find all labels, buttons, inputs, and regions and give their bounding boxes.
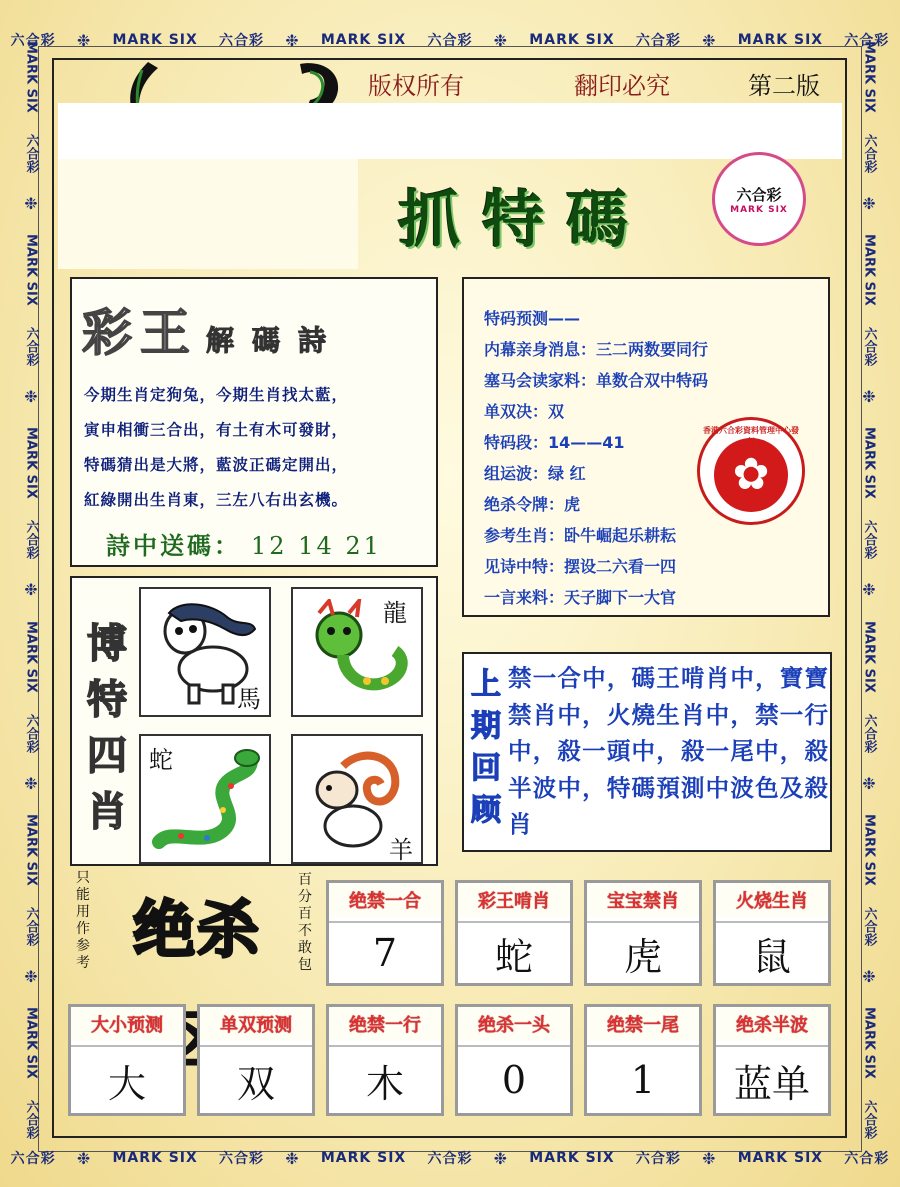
brand-en-text: MARK SIX bbox=[320, 1150, 407, 1166]
poem-lines bbox=[84, 377, 430, 517]
brand-cn-text: 六合彩 bbox=[861, 133, 877, 173]
brand-cn-text: 六合彩 bbox=[219, 1151, 265, 1167]
prediction-list bbox=[484, 303, 708, 613]
zodiac-card-horse bbox=[139, 587, 271, 717]
flower-icon: ❉ bbox=[24, 193, 38, 213]
brand-cn-text: 六合彩 bbox=[23, 713, 39, 753]
flower-icon: ❉ bbox=[862, 387, 876, 407]
brand-en-text: MARK SIX bbox=[23, 814, 39, 886]
zodiac-title bbox=[84, 616, 130, 840]
kill-cell-header-text: 绝禁一行 bbox=[349, 1015, 421, 1036]
note-char: 参 bbox=[76, 938, 90, 954]
last-issue-text: 禁一合中，碼王啃肖中，寶寶禁肖中，火燒生肖中，禁一行中，殺一頭中，殺一尾中，殺半波中，特碼預測中波色及殺肖 bbox=[508, 664, 828, 838]
zodiac-title-char: 博 bbox=[87, 620, 127, 667]
brand-cn-text: 六合彩 bbox=[23, 326, 39, 366]
prediction-row: 单双决：双 bbox=[484, 402, 565, 421]
kill-cell-header-text: 大小预测 bbox=[91, 1015, 163, 1036]
brand-en-text: MARK SIX bbox=[861, 40, 877, 113]
prediction-row: 见诗中特：摆设二六看一四 bbox=[484, 557, 677, 576]
border-strip-bottom bbox=[0, 1143, 900, 1173]
page-title: 抓特碼 bbox=[398, 183, 651, 256]
brand-cn-text: 六合彩 bbox=[861, 907, 877, 947]
prediction-panel bbox=[462, 277, 830, 617]
brand-en-text: MARK SIX bbox=[23, 40, 39, 113]
brand-en-text: MARK SIX bbox=[737, 32, 824, 48]
note-char: 考 bbox=[76, 955, 90, 971]
prediction-row: 绝杀令牌：虎 bbox=[484, 495, 581, 514]
brand-en-text: MARK SIX bbox=[529, 32, 615, 48]
guarantee-note bbox=[296, 872, 314, 974]
prediction-row: 特码段：14——41 bbox=[484, 433, 625, 452]
brand-en-text: MARK SIX bbox=[23, 1007, 39, 1080]
flower-icon: ❉ bbox=[24, 387, 38, 407]
kill-zone-title: 绝杀 bbox=[132, 893, 261, 966]
edition-label: 第二版 bbox=[748, 72, 820, 100]
header-cover-panel bbox=[58, 159, 358, 269]
kill-cell bbox=[713, 880, 831, 986]
brand-cn-text: 六合彩 bbox=[427, 33, 473, 49]
flower-icon: ❉ bbox=[862, 967, 876, 987]
poem-line: 特碼猜出是大將，藍波正碼定開出， bbox=[84, 455, 349, 474]
last-issue-label-char: 期 bbox=[471, 709, 501, 744]
brand-en-text: MARK SIX bbox=[23, 233, 39, 306]
kill-cell-header bbox=[716, 1007, 828, 1041]
flower-icon: ❉ bbox=[702, 30, 717, 50]
flower-icon: ❉ bbox=[24, 773, 38, 793]
brand-en-text: MARK SIX bbox=[861, 814, 877, 886]
note-char: 用 bbox=[76, 904, 90, 920]
kill-cell bbox=[197, 1004, 315, 1116]
kill-cell bbox=[584, 1004, 702, 1116]
kill-cell-header-text: 绝禁一合 bbox=[349, 891, 421, 912]
brand-cn-text: 六合彩 bbox=[861, 326, 877, 366]
prediction-row: 塞马会读家料：单数合双中特码 bbox=[484, 371, 709, 390]
seal-text: 香港六合彩資料管理中心發行 bbox=[703, 426, 799, 446]
kill-cell-header bbox=[200, 1007, 312, 1041]
brand-cn-text: 六合彩 bbox=[23, 1100, 39, 1140]
kill-cell-header-text: 单双预测 bbox=[220, 1015, 292, 1036]
brand-en-text: MARK SIX bbox=[112, 1150, 198, 1166]
prediction-row: 一言来料：天子脚下一大官 bbox=[484, 588, 677, 607]
zodiac-title-char: 特 bbox=[87, 676, 127, 723]
brand-cn-text: 六合彩 bbox=[861, 713, 877, 753]
prediction-row: 组运波：绿 红 bbox=[484, 464, 586, 483]
poem-title bbox=[82, 293, 344, 365]
poem-line: 今期生肖定狗兔，今期生肖找太藍， bbox=[84, 385, 349, 404]
header-white-band bbox=[58, 103, 842, 159]
brand-en-text: MARK SIX bbox=[320, 32, 407, 48]
brand-cn-text: 六合彩 bbox=[844, 1151, 890, 1167]
reference-note bbox=[74, 870, 92, 972]
kill-cell-value: 蓝单 bbox=[716, 1045, 828, 1113]
kill-cell-value: 蛇 bbox=[458, 921, 570, 983]
kill-cell bbox=[326, 1004, 444, 1116]
zodiac-label: 馬 bbox=[237, 685, 261, 713]
kill-cell-header bbox=[329, 1007, 441, 1041]
note-char: 包 bbox=[298, 957, 312, 973]
note-char: 百 bbox=[298, 872, 312, 888]
badge-en-text: MARK SIX bbox=[730, 204, 788, 215]
flower-icon: ❉ bbox=[76, 1148, 92, 1168]
zodiac-title-char: 肖 bbox=[87, 788, 127, 835]
kill-cell-header-text: 彩王啃肖 bbox=[478, 891, 550, 912]
kill-cell bbox=[584, 880, 702, 986]
border-strip-left bbox=[18, 30, 44, 1150]
poem-line: 紅綠開出生肖東，三左八右出玄機。 bbox=[84, 490, 349, 509]
kill-cell-header-text: 火烧生肖 bbox=[736, 891, 808, 912]
brand-cn-text: 六合彩 bbox=[10, 1151, 56, 1167]
kill-cell bbox=[455, 1004, 573, 1116]
brand-cn-text: 六合彩 bbox=[23, 907, 39, 947]
kill-cell bbox=[455, 880, 573, 986]
brand-cn-text: 六合彩 bbox=[635, 33, 681, 49]
official-seal bbox=[697, 417, 805, 525]
note-char: 百 bbox=[298, 906, 312, 922]
prediction-row: 特码预测—— bbox=[484, 309, 581, 328]
poem-panel bbox=[70, 277, 438, 567]
brand-en-text: MARK SIX bbox=[112, 32, 198, 48]
bauhinia-icon: ✿ bbox=[714, 438, 788, 512]
note-char: 分 bbox=[298, 889, 312, 905]
copyright-text: 版权所有 bbox=[368, 72, 464, 100]
flower-icon: ❉ bbox=[862, 773, 876, 793]
zodiac-label: 羊 bbox=[389, 836, 413, 864]
kill-cell-value: 鼠 bbox=[716, 921, 828, 983]
border-strip-top bbox=[0, 25, 900, 55]
flower-icon: ❉ bbox=[493, 1148, 509, 1168]
kill-cell-header bbox=[587, 1007, 699, 1041]
brand-en-text: MARK SIX bbox=[529, 1150, 615, 1166]
kill-cell-header bbox=[458, 883, 570, 917]
brand-en-text: MARK SIX bbox=[23, 427, 39, 500]
prediction-row: 参考生肖：卧牛崛起乐耕耘 bbox=[484, 526, 677, 545]
kill-cell-value: 双 bbox=[200, 1045, 312, 1113]
kill-cell-header bbox=[329, 883, 441, 917]
note-char: 能 bbox=[76, 887, 90, 903]
kill-cell-value: 0 bbox=[458, 1045, 570, 1113]
note-char: 作 bbox=[76, 921, 90, 937]
last-issue-panel bbox=[462, 652, 832, 852]
flower-icon: ❉ bbox=[862, 580, 876, 600]
zodiac-title-char: 四 bbox=[87, 732, 127, 779]
kill-cell bbox=[68, 1004, 186, 1116]
brand-en-text: MARK SIX bbox=[737, 1150, 824, 1166]
brand-en-text: MARK SIX bbox=[23, 620, 39, 693]
gift-numbers: 12 14 21 bbox=[251, 532, 382, 560]
last-issue-label-char: 顾 bbox=[471, 793, 501, 828]
kill-cell-value: 1 bbox=[587, 1045, 699, 1113]
poem-title-big: 彩王 bbox=[82, 303, 198, 362]
flower-icon: ❉ bbox=[285, 1148, 300, 1168]
kill-cell-header-text: 绝杀半波 bbox=[736, 1015, 808, 1036]
kill-cell-header bbox=[71, 1007, 183, 1041]
brand-en-text: MARK SIX bbox=[861, 620, 877, 693]
flower-icon: ❉ bbox=[285, 30, 300, 50]
last-issue-label-char: 回 bbox=[471, 751, 501, 786]
kill-cell-value: 7 bbox=[329, 921, 441, 983]
brand-cn-text: 六合彩 bbox=[635, 1151, 681, 1167]
flower-icon: ❉ bbox=[76, 30, 92, 50]
flower-icon: ❉ bbox=[24, 580, 38, 600]
kill-cell-value: 虎 bbox=[587, 921, 699, 983]
kill-cell-value: 大 bbox=[71, 1045, 183, 1113]
poem-gift-numbers bbox=[106, 526, 382, 561]
brand-en-text: MARK SIX bbox=[861, 233, 877, 306]
gift-label: 詩中送碼： bbox=[106, 531, 241, 560]
zodiac-card-snake bbox=[139, 734, 271, 864]
note-char: 只 bbox=[76, 870, 90, 886]
mark-six-badge bbox=[712, 152, 806, 246]
flower-icon: ❉ bbox=[702, 1148, 717, 1168]
kill-cell-header-text: 绝禁一尾 bbox=[607, 1015, 679, 1036]
kill-cell-header-text: 绝杀一头 bbox=[478, 1015, 550, 1036]
note-char: 不 bbox=[298, 923, 312, 939]
brand-en-text: MARK SIX bbox=[861, 427, 877, 500]
zodiac-label: 蛇 bbox=[149, 746, 173, 774]
brand-cn-text: 六合彩 bbox=[427, 1151, 473, 1167]
brand-cn-text: 六合彩 bbox=[861, 520, 877, 560]
poem-line: 寅申相衝三合出，有土有木可發財， bbox=[84, 420, 349, 439]
brand-cn-text: 六合彩 bbox=[861, 1100, 877, 1140]
brand-cn-text: 六合彩 bbox=[23, 520, 39, 560]
kill-cell-value: 木 bbox=[329, 1045, 441, 1113]
last-issue-label bbox=[470, 664, 502, 832]
brand-cn-text: 六合彩 bbox=[23, 133, 39, 173]
kill-cell-header-text: 宝宝禁肖 bbox=[607, 891, 679, 912]
brand-en-text: MARK SIX bbox=[861, 1007, 877, 1080]
zodiac-card-goat bbox=[291, 734, 423, 864]
zodiac-label: 龍 bbox=[383, 599, 407, 627]
no-reprint-text: 翻印必究 bbox=[574, 72, 670, 100]
brand-cn-text: 六合彩 bbox=[844, 33, 890, 49]
kill-cell bbox=[713, 1004, 831, 1116]
zodiac-card-dragon bbox=[291, 587, 423, 717]
poem-title-small: 解碼詩 bbox=[206, 324, 345, 357]
kill-cell bbox=[326, 880, 444, 986]
badge-cn-text: 六合彩 bbox=[736, 185, 782, 204]
flower-icon: ❉ bbox=[493, 30, 509, 50]
flower-icon: ❉ bbox=[862, 193, 876, 213]
prediction-row: 内幕亲身消息：三二两数要同行 bbox=[484, 340, 709, 359]
last-issue-label-char: 上 bbox=[471, 667, 501, 702]
brand-cn-text: 六合彩 bbox=[10, 33, 56, 49]
kill-cell-header bbox=[458, 1007, 570, 1041]
kill-cell-header bbox=[587, 883, 699, 917]
flower-icon: ❉ bbox=[24, 967, 38, 987]
brand-cn-text: 六合彩 bbox=[219, 33, 265, 49]
kill-cell-header bbox=[716, 883, 828, 917]
note-char: 敢 bbox=[298, 940, 312, 956]
border-strip-right bbox=[856, 30, 882, 1150]
four-zodiac-panel bbox=[70, 576, 438, 866]
